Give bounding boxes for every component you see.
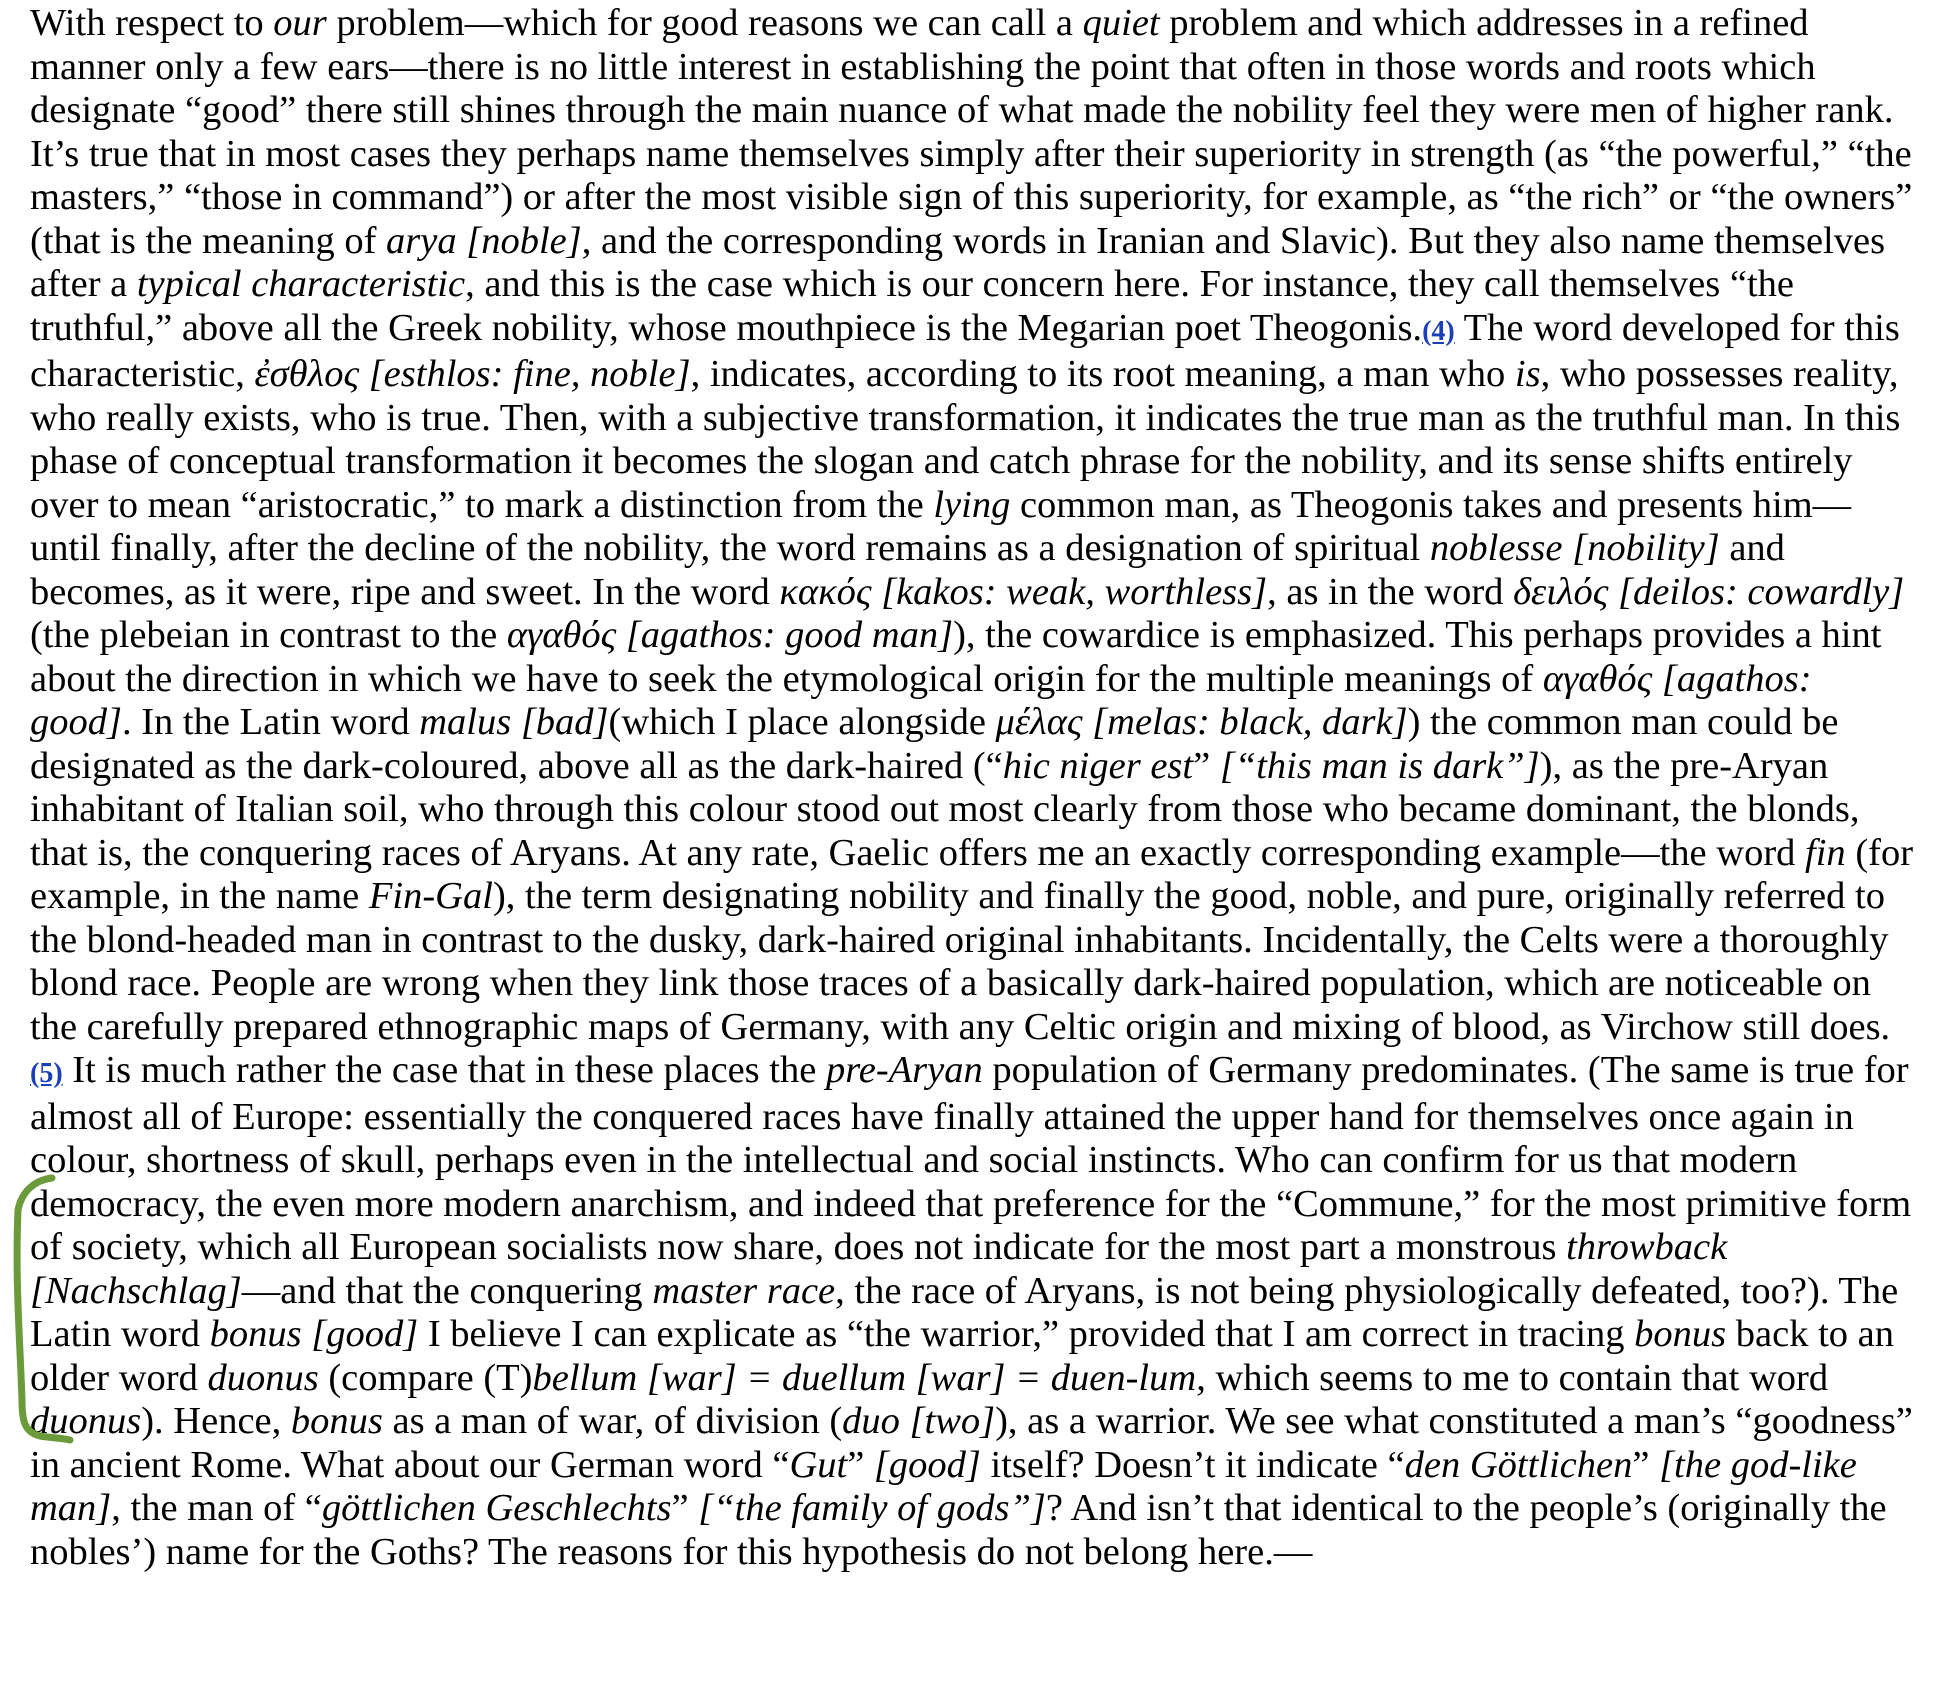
italic-run: throwback [Nachschlag] (30, 1226, 1728, 1312)
footnote-4-link[interactable]: (4) (1422, 315, 1455, 347)
text-run: ” (847, 1443, 874, 1486)
italic-run: Fin-Gal (368, 875, 493, 917)
text-run: ), the cowardice is emphasized. This perhaps provides a hint about the direction in which we have to seek the etymological origin for the multiple meanings of (30, 614, 1882, 700)
italic-run: lying (933, 483, 1011, 526)
text-run: problem and which addresses in a refined manner only a few ears—there is no little interest in establishing the point that often in those words and roots which designate “good” there still shines through the main nuance of what made the nobility feel they were men of higher rank. It’s true that in most cases they perhaps name themselves simply after their superiority in strength (as “the powerful,” “the masters,” “those in command”) or after the most visible sign of this superiority, for example, as “the rich” or “the owners” (that is the meaning of (30, 2, 1913, 262)
text-run: , and this is the case which is our concern here. For instance, they call themselves “the truthful,” above all the Greek nobility, whose mouthpiece is the Megarian poet Theogonis. (30, 263, 1794, 349)
italic-run: κακός [kakos: weak, worthless] (779, 570, 1268, 613)
text-run: and becomes, as it were, ripe and sweet. In the word (30, 527, 1785, 613)
italic-run: bonus [good] (209, 1313, 419, 1355)
italic-run: malus [bad] (419, 701, 609, 743)
text-run: , the race of Aryans, is not being physiologically defeated, too?). The Latin word (30, 1269, 1899, 1355)
text-run: (the plebeian in contrast to the (30, 614, 507, 656)
text-run: . In the Latin word (121, 701, 420, 743)
italic-run: [good] (873, 1443, 981, 1486)
text-run: ” (1193, 744, 1220, 787)
italic-run: typical characteristic (136, 263, 466, 305)
italic-run: duonus (207, 1356, 319, 1399)
italic-run: fin (1805, 831, 1846, 874)
text-run: ), the term designating nobility and finally the good, noble, and pure, originally referred to the blond-headed man in contrast to the dusky, dark-haired original inhabitants. Incidentally, the Celts were a thoroughly blond race. People are wrong when they link those traces of a basically dark-haired population, which are noticeable on the carefully prepared ethnographic maps of Germany, with any Celtic origin and mixing of blood, as Virchow still does. (30, 875, 1891, 1048)
text-run: problem—which for good reasons we can call a (326, 2, 1083, 44)
italic-run: noblesse [nobility] (1429, 527, 1720, 569)
italic-run: δειλός [deilos: cowardly] (1513, 570, 1905, 613)
text-run: , as in the word (1267, 570, 1514, 613)
italic-run: αγαθός [agathos: good] (30, 657, 1812, 743)
text-run: ), as the pre-Aryan inhabitant of Italian soil, who through this colour stood out most clearly from those who became dominant, the blonds, that is, the conquering races of Aryans. At any rate, Gaelic offers me an exactly corresponding example—the word (30, 744, 1860, 874)
text-run: (which I place alongside (608, 701, 996, 743)
italic-run: duo [two] (842, 1400, 996, 1442)
italic-run: göttlichen Geschlechts (321, 1487, 672, 1529)
text-run: With respect to (30, 2, 274, 44)
text-run: , the man of “ (111, 1487, 322, 1529)
italic-run: bellum [war] = duellum [war] = duen-lum (532, 1356, 1197, 1399)
italic-run: duonus (30, 1400, 142, 1442)
text-run: (compare (T) (318, 1356, 533, 1399)
text-run: ” (1632, 1443, 1660, 1486)
text-run: population of Germany predominates. (The same is true for almost all of Europe: essentially the conquered races have finally attained the upper hand for themselves once again in colour, shortness of skull, perhaps even in the intellectual and social instincts. Who can confirm for us that modern democracy, the even more modern anarchism, and indeed that preference for the “Commune,” for the most primitive form of society, which all European socialists now share, does not indicate for the most part a monstrous (30, 1049, 1912, 1268)
italic-run: αγαθός [agathos: good man] (506, 614, 954, 656)
text-run: —and that the conquering (241, 1269, 653, 1312)
text-run: back to an older word (30, 1313, 1894, 1399)
italic-run: master race (652, 1269, 836, 1312)
document-page (30, 2, 1920, 1574)
italic-run: our (273, 2, 327, 44)
text-run: , which seems to me to contain that word (1196, 1356, 1829, 1399)
italic-run: [“the family of gods”] (698, 1487, 1046, 1529)
italic-run: [“this man is dark”] (1219, 744, 1540, 787)
italic-run: hic niger est (1002, 744, 1194, 787)
text-run: ” (671, 1487, 699, 1529)
footnote-5-link[interactable]: (5) (30, 1058, 63, 1089)
text-run: (for example, in the name (30, 831, 1914, 917)
italic-run: is (1514, 353, 1541, 395)
italic-run: bonus (290, 1400, 383, 1442)
text-run: It is much rather the case that in these places the (62, 1049, 826, 1091)
text-run: ), as a warrior. We see what constituted a man’s “goodness” in ancient Rome. What about our German word “ (30, 1400, 1913, 1486)
text-run: as a man of war, of division ( (382, 1400, 843, 1442)
italic-run: arya [noble] (386, 219, 582, 262)
text-run: itself? Doesn’t it indicate “ (980, 1443, 1405, 1486)
text-run: , indicates, according to its root meaning, a man who (690, 353, 1515, 395)
italic-run: Gut (789, 1443, 848, 1486)
text-run: , who possesses reality, who really exists, who is true. Then, with a subjective transformation, it indicates the true man as the truthful man. In this phase of conceptual transformation it becomes the slogan and catch phrase for the nobility, and its sense shifts entirely over to mean “aristocratic,” to mark a distinction from the (30, 353, 1901, 526)
text-run: ? And isn’t that identical to the people’s (originally the nobles’) name for the Goths? The reasons for this hypothesis do not belong here.— (30, 1487, 1887, 1573)
italic-run: μέλας [melas: black, dark] (995, 701, 1408, 743)
text-run: common man, as Theogonis takes and presents him—until finally, after the decline of the nobility, the word remains as a designation of spiritual (30, 483, 1852, 569)
body-paragraph (30, 2, 1920, 1574)
text-run: , and the corresponding words in Iranian and Slavic). But they also name themselves after a (30, 219, 1886, 305)
italic-run: [the god-like man] (30, 1443, 1857, 1529)
text-run: I believe I can explicate as “the warrior,” provided that I am correct in tracing (418, 1313, 1635, 1355)
text-run: ) the common man could be designated as the dark-coloured, above all as the dark-haired (“ (30, 701, 1839, 787)
italic-run: den Göttlichen (1404, 1443, 1633, 1486)
text-run: The word developed for this characteristic, (30, 306, 1900, 395)
italic-run: quiet (1082, 2, 1160, 44)
italic-run: ἐσθλος [esthlos: fine, noble] (254, 353, 691, 395)
italic-run: pre-Aryan (825, 1049, 983, 1091)
text-run: ). Hence, (141, 1400, 291, 1442)
italic-run: bonus (1634, 1313, 1727, 1355)
